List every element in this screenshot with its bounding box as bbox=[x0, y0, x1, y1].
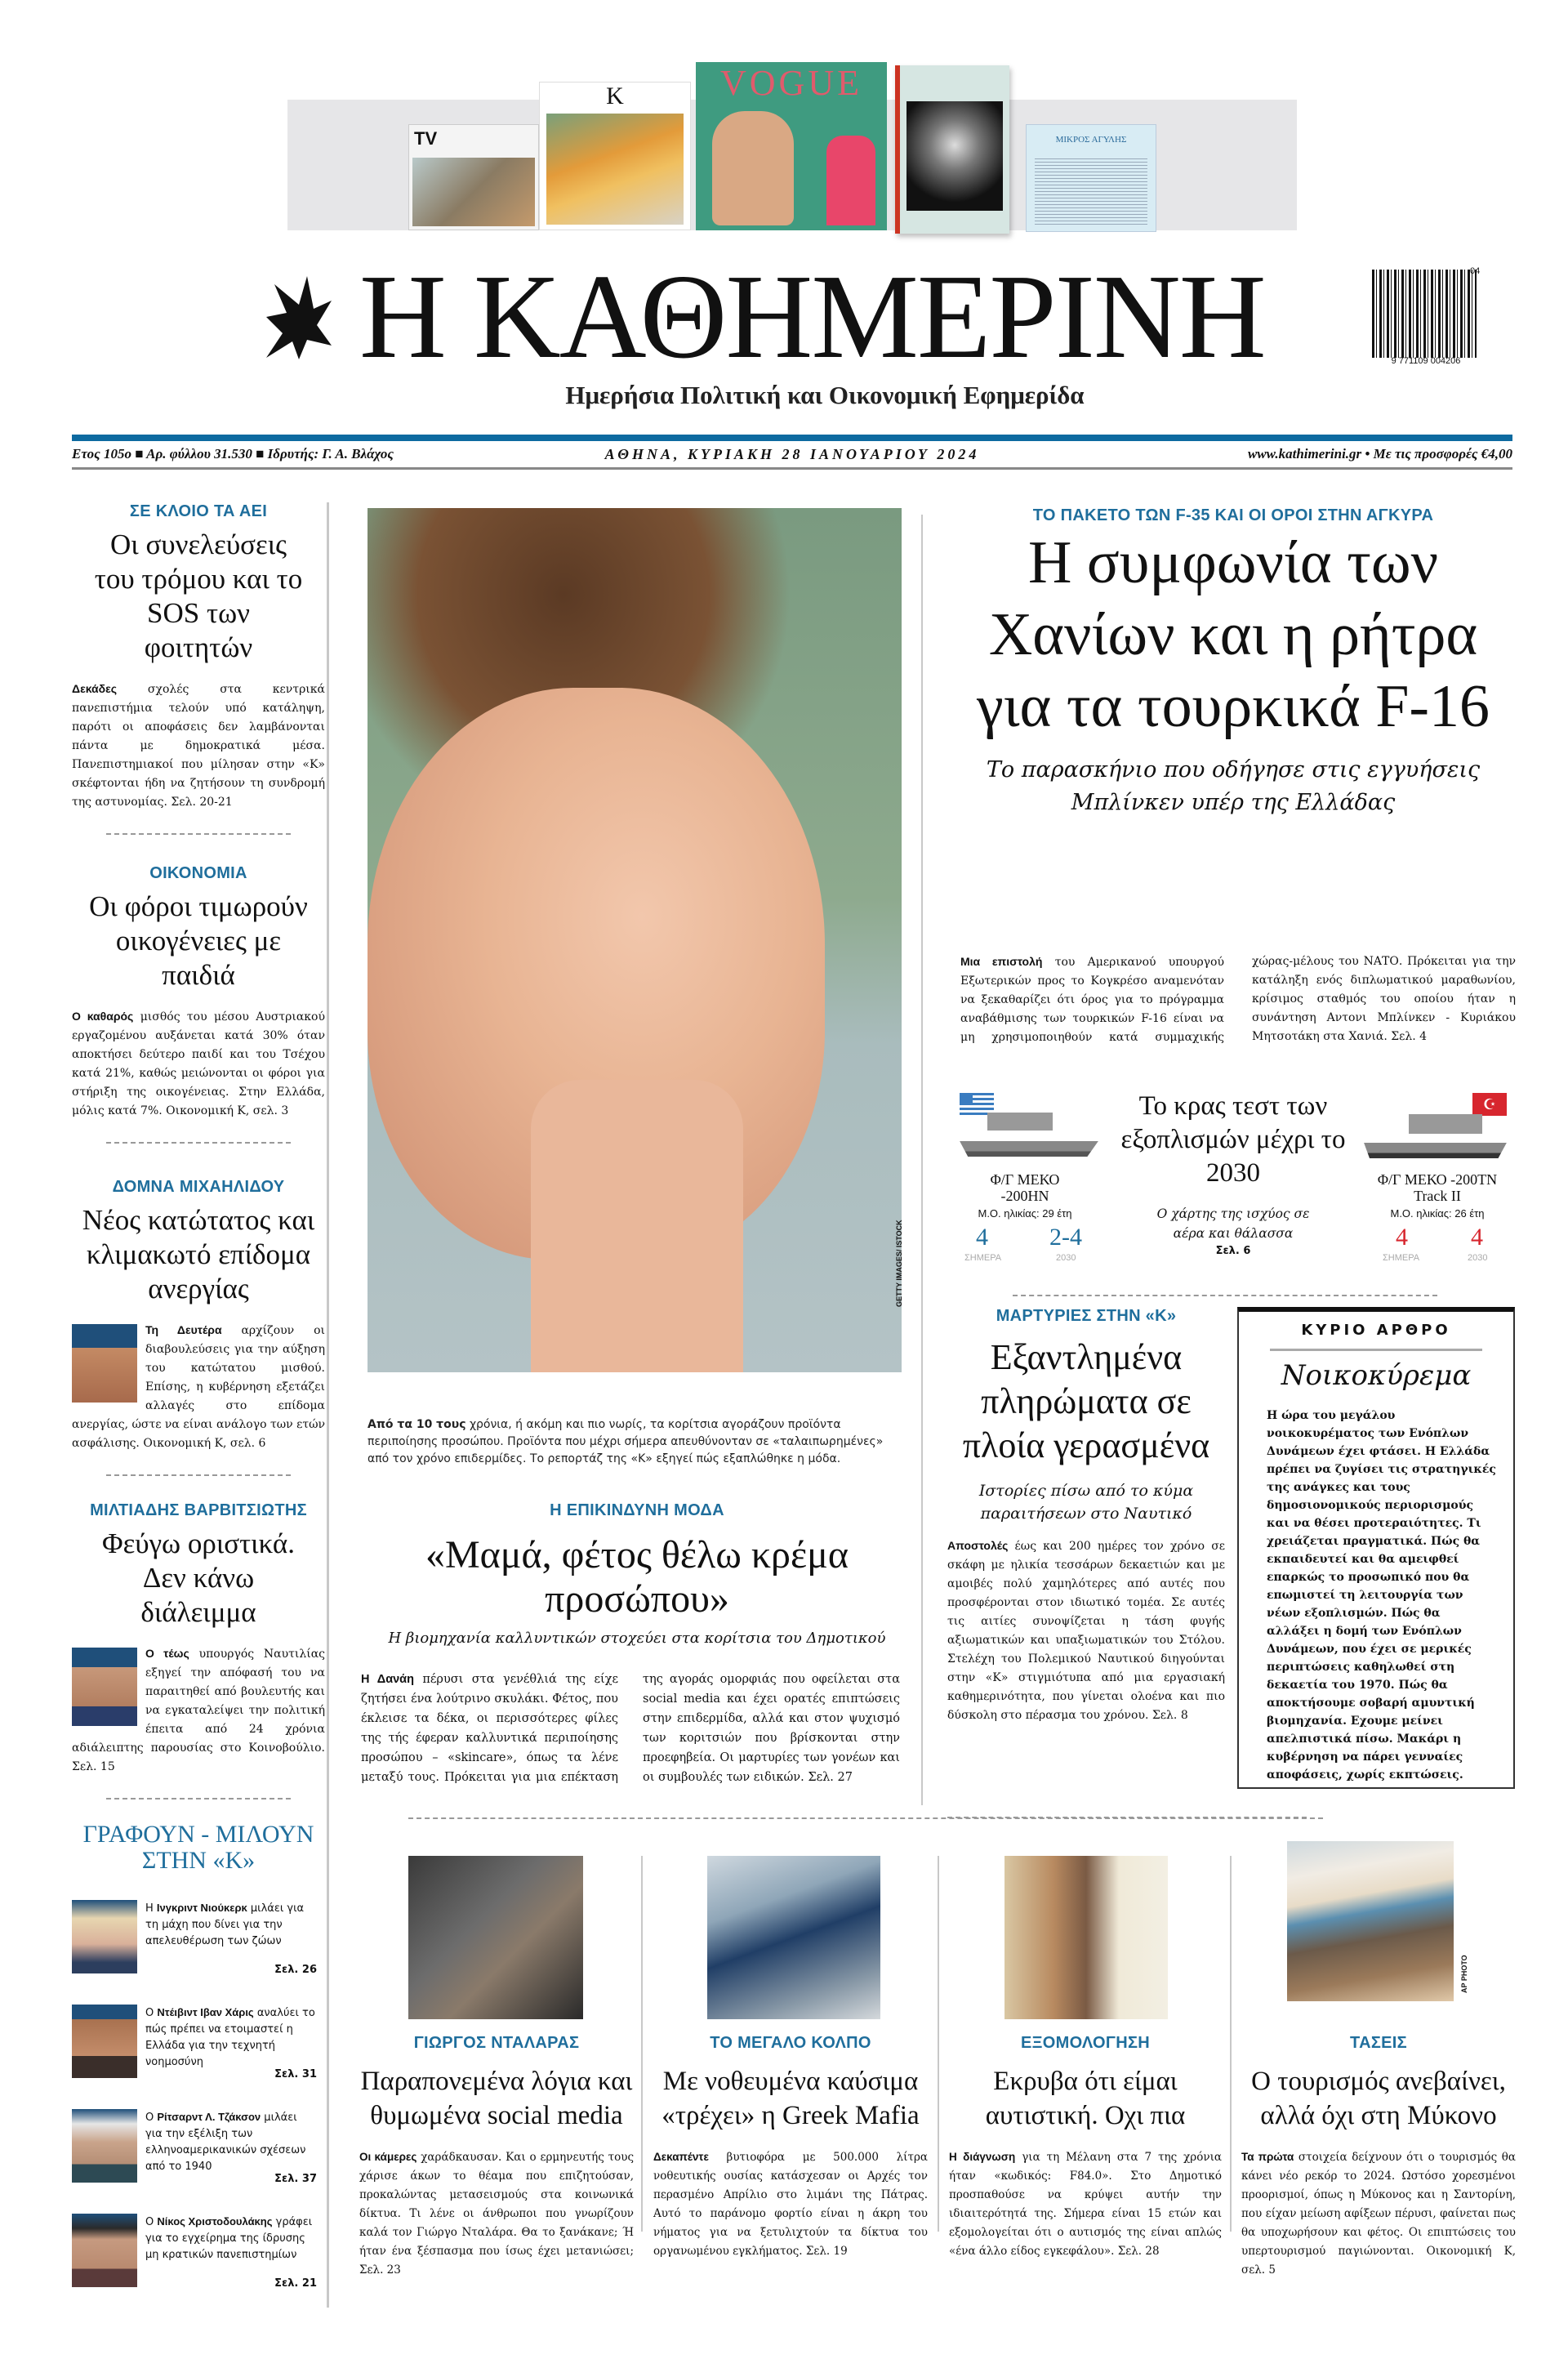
bottom-story-1[interactable] bbox=[359, 2034, 634, 2280]
editorial-rule bbox=[1270, 1349, 1482, 1351]
center-right-divider bbox=[921, 515, 923, 1805]
bottom-story-1-headline[interactable]: Παραπονεμένα λόγια και θυμωμένα social media bbox=[360, 2067, 633, 2130]
center-story-headline[interactable]: «Μαμά, φέτος θέλω κρέμα προσώπου» bbox=[425, 1533, 849, 1621]
greek-frigate-2030: 2-4 bbox=[1049, 1224, 1082, 1251]
avatar-michailidou bbox=[72, 1324, 137, 1403]
lead-story-subhead: Το παρασκήνιο που οδήγησε στις εγγυήσεις Μπλίνκεν υπέρ της Ελλάδας bbox=[986, 757, 1481, 815]
greek-frigate-name: Φ/Γ ΜΕΚΟ -200HN bbox=[990, 1171, 1060, 1204]
turkish-frigate-icon bbox=[1364, 1132, 1507, 1158]
barcode-number: 9 771109 004206 bbox=[1391, 356, 1461, 366]
supplement-k-label: K bbox=[606, 83, 624, 109]
center-story-body: Η Δανάη πέρυσι στα γενέθλιά της είχε ζητήσει ένα λούτρινο σκυλάκι. Φέτος, που έκλεισε τα δέκα, οι περισσότερες φίλες της τής έφεραν καλλυντικά περιποίησης προσώπου – «skincare», όπως τα λένε μεταξύ τους. Πρόκειται για μια επέκταση της αγοράς ομορφιάς που οφείλεται στα social media και έχει ορατές επιπτώσεις στην επιδερμίδα, αλλά και στον ψυχισμό των κοριτσιών που βρίσκονται στην προεφηβεία. Οι μαρτυρίες των γονέων και οι συμβουλές των ειδικών. Σελ. 27 bbox=[361, 1673, 900, 1784]
left-story-3[interactable] bbox=[72, 1178, 325, 1476]
bottom-story-1-kicker: ΓΙΩΡΓΟΣ ΝΤΑΛΑΡΑΣ bbox=[413, 2034, 580, 2052]
left-story-3-headline[interactable]: Νέος κατώτατος και κλιμακωτό επίδομα ανεργίας bbox=[82, 1204, 315, 1304]
left-story-4-body: Ο τέως υπουργός Ναυτιλίας εξηγεί την απόφασή του να παραιτηθεί από βουλευτής και να εγκαταλείψει την πολιτική έπειτα από 24 χρόνια αδιάλειπτης παρουσίας στο Κοινοβούλιο. Σελ. 15 bbox=[72, 1647, 325, 1773]
supplement-book[interactable] bbox=[895, 65, 1009, 234]
left-story-1-kicker: ΣΕ ΚΛΟΙΟ ΤΑ ΑΕΙ bbox=[129, 502, 268, 520]
dateline-center: ΑΘΗΝΑ, ΚΥΡΙΑΚΗ 28 ΙΑΝΟΥΑΡΙΟΥ 2024 bbox=[604, 446, 980, 462]
divider bbox=[106, 1142, 291, 1144]
turkish-today-label: ΣΗΜΕΡΑ bbox=[1383, 1253, 1420, 1263]
arms-box-title[interactable]: Το κρας τεστ των εξοπλισμών μέχρι το 2030 bbox=[1120, 1091, 1346, 1188]
masthead-title[interactable]: Η ΚΑΘΗΜΕΡΙΝΗ bbox=[359, 250, 1265, 384]
barcode bbox=[1372, 270, 1477, 358]
voice-item-3[interactable] bbox=[72, 2109, 317, 2191]
divider bbox=[1013, 1295, 1437, 1296]
left-story-1-body: Δεκάδες σχολές στα κεντρικά πανεπιστήμια τελούν υπό κατάληψη, παρότι οι αποφάσεις δεν λαμβάνονται πάντα με δημοκρατικά μέσα. Πανεπιστημιακοί που μίλησαν στην «Κ» σκέφτονται ήδη να ζητήσουν τη συνδρομή της αστυνομίας. Σελ. 20-21 bbox=[72, 682, 325, 809]
bottom-story-4-kicker: ΤΑΣΕΙΣ bbox=[1350, 2034, 1407, 2052]
bottom-photo-credit: AP PHOTO bbox=[1460, 1955, 1468, 1993]
turkish-2030-label: 2030 bbox=[1468, 1253, 1488, 1263]
greek-frigate-age: Μ.Ο. ηλικίας: 29 έτη bbox=[978, 1207, 1072, 1220]
greek-frigate-today: 4 bbox=[976, 1224, 988, 1251]
supplement-tv-label: TV bbox=[414, 128, 438, 149]
editorial-title: Νοικοκύρεμα bbox=[1281, 1359, 1472, 1392]
left-story-4-body-wrap bbox=[72, 1644, 325, 1777]
left-story-3-body: Τη Δευτέρα αρχίζουν οι διαβουλεύσεις για την αύξηση του κατώτατου μισθού. Επίσης, η κυβέρνηση εξετάζει αλλαγές στο επίδομα ανεργίας, ώστε να είναι ανάλογο των ετών ασφάλισης. Οικονομική Κ, σελ. 6 bbox=[72, 1323, 325, 1450]
avatar-varvitsiotis bbox=[72, 1648, 137, 1726]
avatar-newkirk bbox=[72, 1900, 137, 1973]
left-story-2-body: Ο καθαρός μισθός του μέσου Αυστριακού εργαζομένου αυξάνεται κατά 30% όταν αποκτήσει δεύτερο παιδί και του Τσέχου κατά 21%, καθώς μειώνονται οι φόροι για στήριξη της οικογένειας. Στην Ελλάδα, μόλις κατά 7%. Οικονομική Κ, σελ. 3 bbox=[72, 1010, 325, 1117]
avatar-harris bbox=[72, 2005, 137, 2078]
bottom-story-2-kicker: ΤΟ ΜΕΓΑΛΟ ΚΟΛΠΟ bbox=[710, 2034, 871, 2052]
center-story-subhead: Η βιομηχανία καλλυντικών στοχεύει στα κορίτσια του Δημοτικού bbox=[388, 1630, 886, 1647]
arms-box[interactable] bbox=[951, 1085, 1523, 1264]
bottom-divider-1 bbox=[641, 1856, 643, 2232]
bottom-story-2-body: Δεκαπέντε βυτιοφόρα με 500.000 λίτρα νοθευτικής ουσίας κατάσχεσαν οι Αρχές τον περασμένο Απρίλιο στο λιμάνι της Πάτρας. Αυτό το παράνομο φορτίο είναι η άκρη του νήματος για να ξετυλιχτούν τα δίκτυα του οργανωμένου εγκλήματος. Σελ. 19 bbox=[653, 2151, 928, 2258]
griffin-logo-icon bbox=[250, 268, 340, 364]
photo-fuel-mafia[interactable] bbox=[707, 1856, 880, 2019]
lead-story[interactable] bbox=[947, 506, 1519, 819]
voice-1-text: Η Ινγκριντ Νιούκερκ μιλάει για τη μάχη που δίνει για την απελευθέρωση των ζώων bbox=[145, 1902, 305, 1947]
bottom-story-4-headline[interactable]: Ο τουρισμός ανεβαίνει, αλλά όχι στη Μύκονο bbox=[1251, 2067, 1506, 2130]
bottom-story-1-body: Οι κάμερες χαράδκαυσαν. Και ο ερμηνευτής τους χάρισε άκων το θέαμα που επιζητούσαν, προκαλώντας μετασεισμούς στα κοινωνικά δίκτυα. Τι λένε οι άνθρωποι που γνωρίζουν καλά τον Γιώργο Νταλάρα. Θα το ξανάκανε; Ή ήταν ένα ξέσπασμα που ίσως έχει μετανιώσει; Σελ. 23 bbox=[359, 2151, 635, 2277]
voice-3-page: Σελ. 37 bbox=[274, 2173, 317, 2185]
bottom-story-2[interactable] bbox=[653, 2034, 928, 2261]
supplement-vogue-label: VOGUE bbox=[720, 63, 862, 103]
arms-box-subtitle: Ο χάρτης της ισχύος σε αέρα και θάλασσα bbox=[1156, 1206, 1310, 1241]
voice-item-4[interactable] bbox=[72, 2214, 317, 2295]
voice-4-page: Σελ. 21 bbox=[274, 2277, 317, 2290]
photo-dalaras[interactable] bbox=[408, 1856, 583, 2019]
voice-4-text: Ο Νίκος Χριστοδουλάκης γράφει για το εγχείρημα της ίδρυσης μη κρατικών πανεπιστημίων bbox=[145, 2215, 313, 2261]
bottom-divider-3 bbox=[1230, 1856, 1232, 2232]
editorial-body: Η ώρα του μεγάλου νοικοκυρέματος των Ενόπλων Δυνάμεων έχει φτάσει. Η Ελλάδα πρέπει να ζυγίσει τις στρατηγικές της ανάγκες και τους δημοσιονομικούς περιορισμούς και να θέσει προτεραιότητες. Τι χρειάζεται πραγματικά. Πώς θα εκπαιδευτεί και θα αμειφθεί επαρκώς το προσωπικό που θα επωμιστεί τη λειτουργία των νέων εξοπλισμών. Πώς θα αλλάξει η δομή των Ενόπλων Δυνάμεων, που έχει σε μερικές περιπτώσεις καθηλωθεί στη δεκαετία του 1970. Πώς θα αποκτήσουμε σοβαρή αμυντική βιομηχανία. Εχουμε μείνει απελπιστικά πίσω. Μακάρι η κυβέρνηση να πάρει γενναίες αποφάσεις, χωρίς εκπτώσεις. bbox=[1267, 1409, 1496, 1782]
avatar-christodoulakis bbox=[72, 2214, 137, 2287]
bottom-story-3-headline[interactable]: Εκρυβα ότι είμαι αυτιστική. Οχι πια bbox=[985, 2067, 1186, 2130]
divider bbox=[106, 833, 291, 835]
navy-story-kicker: ΜΑΡΤΥΡΙΕΣ ΣΤΗΝ «Κ» bbox=[996, 1307, 1177, 1325]
bottom-story-3-kicker: ΕΞΟΜΟΛΟΓΗΣΗ bbox=[1020, 2034, 1151, 2052]
greek-2030-label: 2030 bbox=[1056, 1253, 1076, 1263]
left-column-divider bbox=[327, 502, 329, 2308]
voice-1-page: Σελ. 26 bbox=[274, 1964, 317, 1976]
lead-story-body: Μια επιστολή του Αμερικανού υπουργού Εξωτερικών προς το Κογκρέσο αναμενόταν να ξεκαθαρίζει ότι όρος για το πρόγραμμα αναβάθμισης των τουρκικών F-16 είναι να μη χρησιμοποιηθούν κατά συμμαχικής χώρας-μέλους του ΝΑΤΟ. Πρόκειται για την κατάληξη ενός διπλωματικού μαραθωνίου, κρίσιμος σταθμός του οποίου ήταν η συνάντηση Αντονι Μπλίνκεν - Κυριάκου Μητσοτάκη στα Χανιά. Σελ. 4 bbox=[960, 955, 1516, 1044]
navy-story[interactable] bbox=[947, 1307, 1225, 1725]
center-story[interactable] bbox=[351, 1501, 923, 1647]
photo-melani[interactable] bbox=[1004, 1856, 1168, 2019]
turkish-frigate-2030: 4 bbox=[1471, 1224, 1483, 1251]
greek-today-label: ΣΗΜΕΡΑ bbox=[964, 1253, 1002, 1263]
left-story-4[interactable] bbox=[72, 1501, 325, 1799]
bottom-divider-2 bbox=[938, 1856, 939, 2232]
divider bbox=[106, 1798, 291, 1799]
editorial-box[interactable] bbox=[1237, 1307, 1515, 1789]
lead-story-headline[interactable]: Η συμφωνία των Χανίων και η ρήτρα για τα τουρκικά F-16 bbox=[976, 529, 1490, 740]
turkish-frigate-name: Φ/Γ ΜΕΚΟ -200TN Track II bbox=[1377, 1171, 1498, 1204]
voice-2-page: Σελ. 31 bbox=[274, 2068, 317, 2080]
left-story-4-headline[interactable]: Φεύγω οριστικά. Δεν κάνω διάλειμμα bbox=[101, 1527, 295, 1628]
avatar-jackson bbox=[72, 2109, 137, 2183]
voices-section bbox=[72, 1822, 325, 1874]
voice-item-1[interactable] bbox=[72, 1900, 317, 1982]
arms-box-page: Σελ. 6 bbox=[1215, 1245, 1251, 1257]
navy-story-body: Αποστολές έως και 200 ημέρες τον χρόνο σε σκάφη με ηλικία τεσσάρων δεκαετιών και με αμοιβές πολύ χαμηλότερες από αυτές που προσφέρονται στον ιδιωτικό τομέα. Σε αυτές τις αιτίες συνοψίζεται η τάση φυγής αξιωματικών και υπαξιωματικών του Στόλου. Στελέχη του Πολεμικού Ναυτικού διηγούνται στην «Κ» στιγμιότυπα από μια εργασιακή καθημερινότητα, που γίνεται ολοένα και πιο δύσκολη στο πέρασμα του χρόνου. Σελ. 8 bbox=[947, 1539, 1225, 1722]
bottom-story-4-body: Τα πρώτα στοιχεία δείχνουν ότι ο τουρισμός θα κάνει νέο ρεκόρ το 2024. Ωστόσο χορεσμένοι προορισμοί, όπως η Μύκονος και η Σαντορίνη, που είχαν μείωση αφίξεων πέρυσι, φαίνεται πως θα υποχωρήσουν και φέτος. Οι επιπτώσεις του υπερτουρισμού παγιώνονται. Οικονομική Κ, σελ. 5 bbox=[1241, 2151, 1516, 2277]
turkish-frigate-age: Μ.Ο. ηλικίας: 26 έτη bbox=[1390, 1207, 1485, 1220]
editorial-label: ΚΥΡΙΟ ΑΡΘΡΟ bbox=[1301, 1322, 1451, 1339]
divider bbox=[947, 1817, 1307, 1818]
bottom-story-3[interactable] bbox=[949, 2034, 1222, 2261]
navy-story-subhead: Ιστορίες πίσω από το κύμα παραιτήσεων στο Ναυτικό bbox=[978, 1482, 1194, 1523]
bottom-story-4[interactable] bbox=[1241, 2034, 1516, 2280]
greek-frigate-icon bbox=[960, 1131, 1098, 1157]
dateline-right[interactable]: www.kathimerini.gr • Με τις προσφορές €4,00 bbox=[1247, 446, 1512, 462]
dateline-rule bbox=[72, 467, 1512, 470]
turkey-flag-icon: ☪ bbox=[1472, 1093, 1507, 1116]
left-story-2[interactable] bbox=[72, 864, 325, 1144]
top-rule bbox=[72, 435, 1512, 441]
left-story-2-kicker: ΟΙΚΟΝΟΜΙΑ bbox=[149, 864, 247, 882]
supplement-tv[interactable] bbox=[408, 124, 539, 230]
voice-3-text: Ο Ρίτσαρντ Λ. Τζάκσον μιλάει για την εξέλιξη των ελληνοαμερικανικών σχέσεων από το 1940 bbox=[145, 2111, 306, 2173]
bottom-story-2-headline[interactable]: Με νοθευμένα καύσιμα «τρέχει» η Greek Mafia bbox=[662, 2067, 920, 2130]
left-story-4-kicker: ΜΙΛΤΙΑΔΗΣ ΒΑΡΒΙΤΣΙΩΤΗΣ bbox=[90, 1501, 307, 1519]
barcode-issue: 04 bbox=[1470, 266, 1481, 276]
divider bbox=[106, 1474, 291, 1476]
left-story-1[interactable] bbox=[72, 502, 325, 835]
photo-caption: Από τα 10 τους χρόνια, ή ακόμη και πιο νωρίς, τα κορίτσια αγοράζουν προϊόντα περιποίησης προσώπου. Προϊόντα που μέχρι σήμερα απευθύνονταν σε «ταλαιπωρημένες» από τον χρόνο επιδερμίδες. Το ρεπορτάζ της «Κ» εξηγεί πώς εξαπλώθηκε η μόδα. bbox=[368, 1418, 884, 1465]
left-story-3-kicker: ΔΟΜΝΑ ΜΙΧΑΗΛΙΔΟΥ bbox=[112, 1178, 285, 1196]
left-story-1-headline[interactable]: Οι συνελεύσεις του τρόμου και το SOS των φοιτητών bbox=[94, 528, 303, 663]
turkish-frigate-today: 4 bbox=[1396, 1224, 1408, 1251]
supplement-poetry[interactable] bbox=[1026, 124, 1156, 232]
bottom-story-3-body: Η διάγνωση για τη Μέλανη στα 7 της χρόνια ήταν «κωδικός: F84.0». Στο Δημοτικό προσπαθούσε να κρύψει αυτήν την ιδιαιτερότητά της. Σήμερα είναι 15 ετών και εξομολογείται ότι ο αυτισμός της είναι απλώς «ένα άλλο είδος εγκεφάλου». Σελ. 28 bbox=[949, 2151, 1222, 2258]
left-story-3-body-wrap bbox=[72, 1321, 325, 1453]
voices-title: ΓΡΑΦΟΥΝ - ΜΙΛΟΥΝ ΣΤΗΝ «Κ» bbox=[82, 1821, 314, 1874]
supplement-k[interactable] bbox=[539, 82, 691, 230]
main-photo-girl-face-cream[interactable] bbox=[368, 508, 902, 1372]
supplement-vogue[interactable] bbox=[696, 62, 887, 230]
supplement-poetry-label: ΜΙΚΡΟΣ ΑΓΥΛΗΣ bbox=[1055, 135, 1127, 145]
voice-2-text: Ο Ντέιβιντ Ιβαν Χάρις αναλύει το πώς πρέπει να ετοιμαστεί η Ελλάδα για την τεχνητή νοημοσύνη bbox=[145, 2006, 315, 2068]
voice-item-2[interactable] bbox=[72, 2005, 317, 2086]
center-story-kicker: Η ΕΠΙΚΙΝΔΥΝΗ ΜΟΔΑ bbox=[550, 1501, 724, 1519]
navy-story-headline[interactable]: Εξαντλημένα πληρώματα σε πλοία γερασμένα bbox=[962, 1337, 1210, 1465]
photo-credit: GETTY IMAGES/ ΙSTOCK bbox=[895, 1220, 903, 1307]
lead-story-kicker: ΤΟ ΠΑΚΕΤΟ ΤΩΝ F-35 ΚΑΙ ΟΙ ΟΡΟΙ ΣΤΗΝ ΑΓΚΥΡΑ bbox=[1032, 506, 1434, 524]
photo-mykonos[interactable] bbox=[1287, 1841, 1454, 2001]
masthead-subtitle: Ημερήσια Πολιτική και Οικονομική Εφημερίδα bbox=[565, 381, 1085, 409]
dateline-left: Ετος 105ο ■ Αρ. φύλλου 31.530 ■ Ιδρυτής: Γ. Α. Βλάχος bbox=[72, 446, 394, 462]
left-story-2-headline[interactable]: Οι φόροι τιμωρούν οικογένειες με παιδιά bbox=[89, 890, 308, 991]
